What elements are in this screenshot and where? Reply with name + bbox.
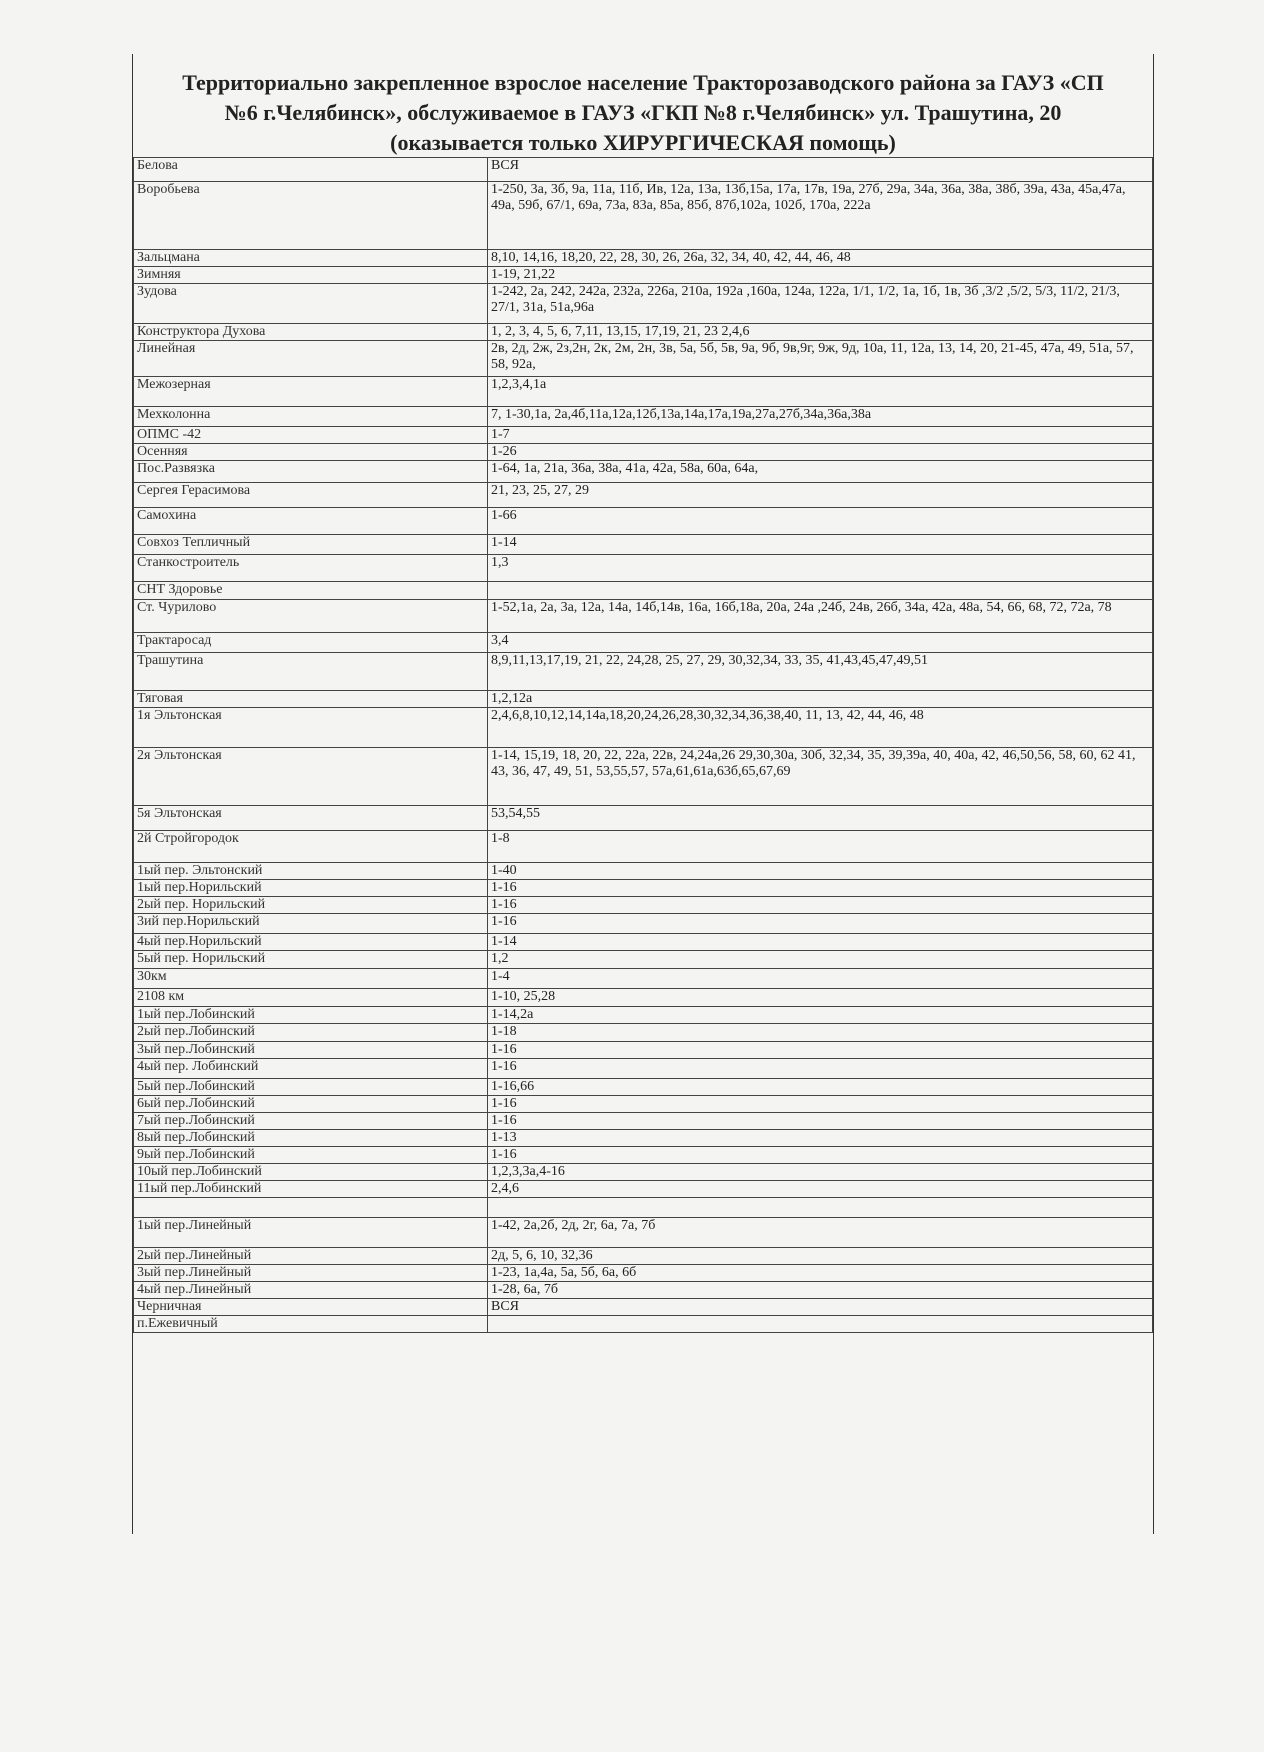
table-row xyxy=(134,897,1153,914)
house-numbers-cell: 1,2 xyxy=(488,951,1153,969)
street-name-cell: Самохина xyxy=(134,508,488,535)
table-row xyxy=(134,427,1153,444)
table-row xyxy=(134,250,1153,267)
house-numbers-cell: 1-52,1а, 2а, 3а, 12а, 14а, 14б,14в, 16а, 16б,18а, 20а, 24а ,24б, 24в, 26б, 34а, 42а, 48а, 54, 66, 68, 72, 72а, 78 xyxy=(488,600,1153,633)
table-row xyxy=(134,341,1153,377)
house-numbers-cell: 1-16 xyxy=(488,1147,1153,1164)
house-numbers-cell: 1-28, 6а, 7б xyxy=(488,1282,1153,1299)
street-name-cell: 5ый пер. Норильский xyxy=(134,951,488,969)
street-name-cell: Осенняя xyxy=(134,444,488,461)
house-numbers-cell: 53,54,55 xyxy=(488,806,1153,831)
table-row xyxy=(134,831,1153,863)
table-row xyxy=(134,708,1153,748)
table-row xyxy=(134,633,1153,653)
house-numbers-cell: 1-14, 15,19, 18, 20, 22, 22а, 22в, 24,24а,26 29,30,30а, 30б, 32,34, 35, 39,39а, 40, 40а, 42, 46,50,56, 58, 60, 62 41, 43, 36, 47, 49, 51, 53,55,57, 57а,61,61а,63б,65,67,69 xyxy=(488,748,1153,806)
street-name-cell: 30км xyxy=(134,969,488,989)
street-name-cell: Линейная xyxy=(134,341,488,377)
street-name-cell: 2я Эльтонская xyxy=(134,748,488,806)
table-row xyxy=(134,582,1153,600)
table-row xyxy=(134,1096,1153,1113)
street-name-cell: п.Ежевичный xyxy=(134,1316,488,1333)
house-numbers-cell: 1-16 xyxy=(488,1042,1153,1059)
street-name-cell: Зальцмана xyxy=(134,250,488,267)
street-name-cell: Межозерная xyxy=(134,377,488,407)
table-row xyxy=(134,324,1153,341)
table-row xyxy=(134,444,1153,461)
street-name-cell: 9ый пер.Лобинский xyxy=(134,1147,488,1164)
table-row xyxy=(134,748,1153,806)
table-row xyxy=(134,555,1153,582)
house-numbers-cell: 1,2,3,4,1а xyxy=(488,377,1153,407)
street-name-cell: Зимняя xyxy=(134,267,488,284)
street-name-cell: Воробьева xyxy=(134,182,488,250)
table-row xyxy=(134,483,1153,508)
table-row xyxy=(134,951,1153,969)
table-row xyxy=(134,461,1153,483)
street-name-cell: 1я Эльтонская xyxy=(134,708,488,748)
house-numbers-cell: 3,4 xyxy=(488,633,1153,653)
table-row xyxy=(134,1042,1153,1059)
house-numbers-cell: 1-42, 2а,2б, 2д, 2г, 6а, 7а, 7б xyxy=(488,1218,1153,1248)
table-row xyxy=(134,1248,1153,1265)
street-name-cell: Черничная xyxy=(134,1299,488,1316)
street-name-cell: 1ый пер.Лобинский xyxy=(134,1007,488,1024)
street-name-cell: 1ый пер. Эльтонский xyxy=(134,863,488,880)
table-row xyxy=(134,989,1153,1007)
street-name-cell: Совхоз Тепличный xyxy=(134,535,488,555)
street-name-cell: 1ый пер.Норильский xyxy=(134,880,488,897)
house-numbers-cell: 8,10, 14,16, 18,20, 22, 28, 30, 26, 26а, 32, 34, 40, 42, 44, 46, 48 xyxy=(488,250,1153,267)
table-row xyxy=(134,182,1153,250)
house-numbers-cell: ВСЯ xyxy=(488,1299,1153,1316)
document-title xyxy=(153,68,1133,158)
table-row xyxy=(134,1198,1153,1218)
table-row xyxy=(134,1316,1153,1333)
house-numbers-cell: 1, 2, 3, 4, 5, 6, 7,11, 13,15, 17,19, 21, 23 2,4,6 xyxy=(488,324,1153,341)
house-numbers-cell: 1-64, 1а, 21а, 36а, 38а, 41а, 42а, 58а, 60а, 64а, xyxy=(488,461,1153,483)
table-row xyxy=(134,1265,1153,1282)
house-numbers-cell: 1-14 xyxy=(488,535,1153,555)
house-numbers-cell: 1-10, 25,28 xyxy=(488,989,1153,1007)
street-name-cell: Пос.Развязка xyxy=(134,461,488,483)
street-name-cell: 10ый пер.Лобинский xyxy=(134,1164,488,1181)
street-name-cell: Конструктора Духова xyxy=(134,324,488,341)
table-row xyxy=(134,806,1153,831)
table-row xyxy=(134,691,1153,708)
table-row xyxy=(134,653,1153,691)
house-numbers-cell: 1-16 xyxy=(488,880,1153,897)
address-table xyxy=(133,157,1153,1333)
house-numbers-cell: 1-26 xyxy=(488,444,1153,461)
table-row xyxy=(134,934,1153,951)
house-numbers-cell: 1,2,3,3а,4-16 xyxy=(488,1164,1153,1181)
street-name-cell: 2ый пер. Норильский xyxy=(134,897,488,914)
street-name-cell: 2ый пер.Линейный xyxy=(134,1248,488,1265)
house-numbers-cell: 1-19, 21,22 xyxy=(488,267,1153,284)
house-numbers-cell: 21, 23, 25, 27, 29 xyxy=(488,483,1153,508)
house-numbers-cell: 2,4,6,8,10,12,14,14а,18,20,24,26,28,30,32,34,36,38,40, 11, 13, 42, 44, 46, 48 xyxy=(488,708,1153,748)
street-name-cell: 7ый пер.Лобинский xyxy=(134,1113,488,1130)
street-name-cell: 4ый пер.Линейный xyxy=(134,1282,488,1299)
table-row xyxy=(134,1059,1153,1079)
street-name-cell: Сергея Герасимова xyxy=(134,483,488,508)
house-numbers-cell xyxy=(488,582,1153,600)
street-name-cell: 4ый пер. Лобинский xyxy=(134,1059,488,1079)
table-row xyxy=(134,1079,1153,1096)
house-numbers-cell: 2д, 5, 6, 10, 32,36 xyxy=(488,1248,1153,1265)
table-row xyxy=(134,535,1153,555)
house-numbers-cell: 1-7 xyxy=(488,427,1153,444)
street-name-cell: Ст. Чурилово xyxy=(134,600,488,633)
street-name-cell: СНТ Здоровье xyxy=(134,582,488,600)
street-name-cell: 2ый пер.Лобинский xyxy=(134,1024,488,1042)
table-row xyxy=(134,969,1153,989)
house-numbers-cell: 1-14 xyxy=(488,934,1153,951)
house-numbers-cell: 2,4,6 xyxy=(488,1181,1153,1198)
house-numbers-cell: 1-14,2а xyxy=(488,1007,1153,1024)
street-name-cell: Мехколонна xyxy=(134,407,488,427)
table-row xyxy=(134,1147,1153,1164)
table-row xyxy=(134,914,1153,934)
table-row xyxy=(134,600,1153,633)
house-numbers-cell: 2в, 2д, 2ж, 2з,2н, 2к, 2м, 2н, 3в, 5а, 5б, 5в, 9а, 9б, 9в,9г, 9ж, 9д, 10а, 11, 12а, 13, 14, 20, 21-45, 47а, 49, 51а, 57, 58, 92а, xyxy=(488,341,1153,377)
street-name-cell: 1ый пер.Линейный xyxy=(134,1218,488,1248)
house-numbers-cell: 1,3 xyxy=(488,555,1153,582)
street-name-cell: 4ый пер.Норильский xyxy=(134,934,488,951)
title-line-3: (оказывается только ХИРУРГИЧЕСКАЯ помощь) xyxy=(390,130,896,155)
table-row xyxy=(134,377,1153,407)
table-row xyxy=(134,267,1153,284)
street-name-cell: Станкостроитель xyxy=(134,555,488,582)
table-row xyxy=(134,1181,1153,1198)
table-row xyxy=(134,508,1153,535)
table-row xyxy=(134,284,1153,324)
street-name-cell: 3ый пер.Лобинский xyxy=(134,1042,488,1059)
house-numbers-cell: 1-18 xyxy=(488,1024,1153,1042)
table-row xyxy=(134,1130,1153,1147)
document-sheet xyxy=(132,54,1154,1534)
street-name-cell: 2108 км xyxy=(134,989,488,1007)
house-numbers-cell xyxy=(488,1198,1153,1218)
house-numbers-cell: 1-242, 2а, 242, 242а, 232а, 226а, 210а, 192а ,160а, 124а, 122а, 1/1, 1/2, 1а, 1б, 1в, 3б ,3/2 ,5/2, 5/3, 11/2, 21/3, 27/1, 31а, 51а,96а xyxy=(488,284,1153,324)
table-row xyxy=(134,1113,1153,1130)
house-numbers-cell xyxy=(488,1316,1153,1333)
house-numbers-cell: 1-40 xyxy=(488,863,1153,880)
street-name-cell: Зудова xyxy=(134,284,488,324)
house-numbers-cell: 1,2,12а xyxy=(488,691,1153,708)
house-numbers-cell: ВСЯ xyxy=(488,158,1153,182)
house-numbers-cell: 1-250, 3а, 3б, 9а, 11а, 11б, Ив, 12а, 13а, 13б,15а, 17а, 17в, 19а, 27б, 29а, 34а, 36а, 38а, 38б, 39а, 43а, 45а,47а, 49а, 59б, 67/1, 69а, 73а, 83а, 85а, 85б, 87б,102а, 102б, 170а, 222а xyxy=(488,182,1153,250)
street-name-cell: 2й Стройгородок xyxy=(134,831,488,863)
street-name-cell: 8ый пер.Лобинский xyxy=(134,1130,488,1147)
house-numbers-cell: 1-66 xyxy=(488,508,1153,535)
table-row xyxy=(134,1282,1153,1299)
table-row xyxy=(134,1299,1153,1316)
table-row xyxy=(134,880,1153,897)
house-numbers-cell: 1-16 xyxy=(488,1113,1153,1130)
table-row xyxy=(134,1024,1153,1042)
address-table-body xyxy=(134,158,1153,1333)
title-line-1: Территориально закрепленное взрослое население Тракторозаводского района за ГАУЗ «СП xyxy=(182,70,1104,95)
table-row xyxy=(134,1218,1153,1248)
street-name-cell: 5ый пер.Лобинский xyxy=(134,1079,488,1096)
house-numbers-cell: 1-23, 1а,4а, 5а, 5б, 6а, 6б xyxy=(488,1265,1153,1282)
street-name-cell: Трактаросад xyxy=(134,633,488,653)
house-numbers-cell: 1-4 xyxy=(488,969,1153,989)
house-numbers-cell: 1-16 xyxy=(488,897,1153,914)
table-row xyxy=(134,158,1153,182)
house-numbers-cell: 7, 1-30,1а, 2а,4б,11а,12а,12б,13а,14а,17а,19а,27а,27б,34а,36а,38а xyxy=(488,407,1153,427)
title-line-2: №6 г.Челябинск», обслуживаемое в ГАУЗ «ГКП №8 г.Челябинск» ул. Трашутина, 20 xyxy=(224,100,1062,125)
street-name-cell: 5я Эльтонская xyxy=(134,806,488,831)
table-row xyxy=(134,407,1153,427)
house-numbers-cell: 1-16,66 xyxy=(488,1079,1153,1096)
street-name-cell: 3ий пер.Норильский xyxy=(134,914,488,934)
house-numbers-cell: 1-13 xyxy=(488,1130,1153,1147)
table-row xyxy=(134,863,1153,880)
street-name-cell: Трашутина xyxy=(134,653,488,691)
table-row xyxy=(134,1164,1153,1181)
house-numbers-cell: 1-16 xyxy=(488,1059,1153,1079)
street-name-cell: ОПМС -42 xyxy=(134,427,488,444)
street-name-cell: Тяговая xyxy=(134,691,488,708)
house-numbers-cell: 8,9,11,13,17,19, 21, 22, 24,28, 25, 27, 29, 30,32,34, 33, 35, 41,43,45,47,49,51 xyxy=(488,653,1153,691)
house-numbers-cell: 1-16 xyxy=(488,914,1153,934)
table-row xyxy=(134,1007,1153,1024)
house-numbers-cell: 1-16 xyxy=(488,1096,1153,1113)
street-name-cell: 6ый пер.Лобинский xyxy=(134,1096,488,1113)
street-name-cell: 3ый пер.Линейный xyxy=(134,1265,488,1282)
house-numbers-cell: 1-8 xyxy=(488,831,1153,863)
street-name-cell: 11ый пер.Лобинский xyxy=(134,1181,488,1198)
street-name-cell xyxy=(134,1198,488,1218)
street-name-cell: Белова xyxy=(134,158,488,182)
